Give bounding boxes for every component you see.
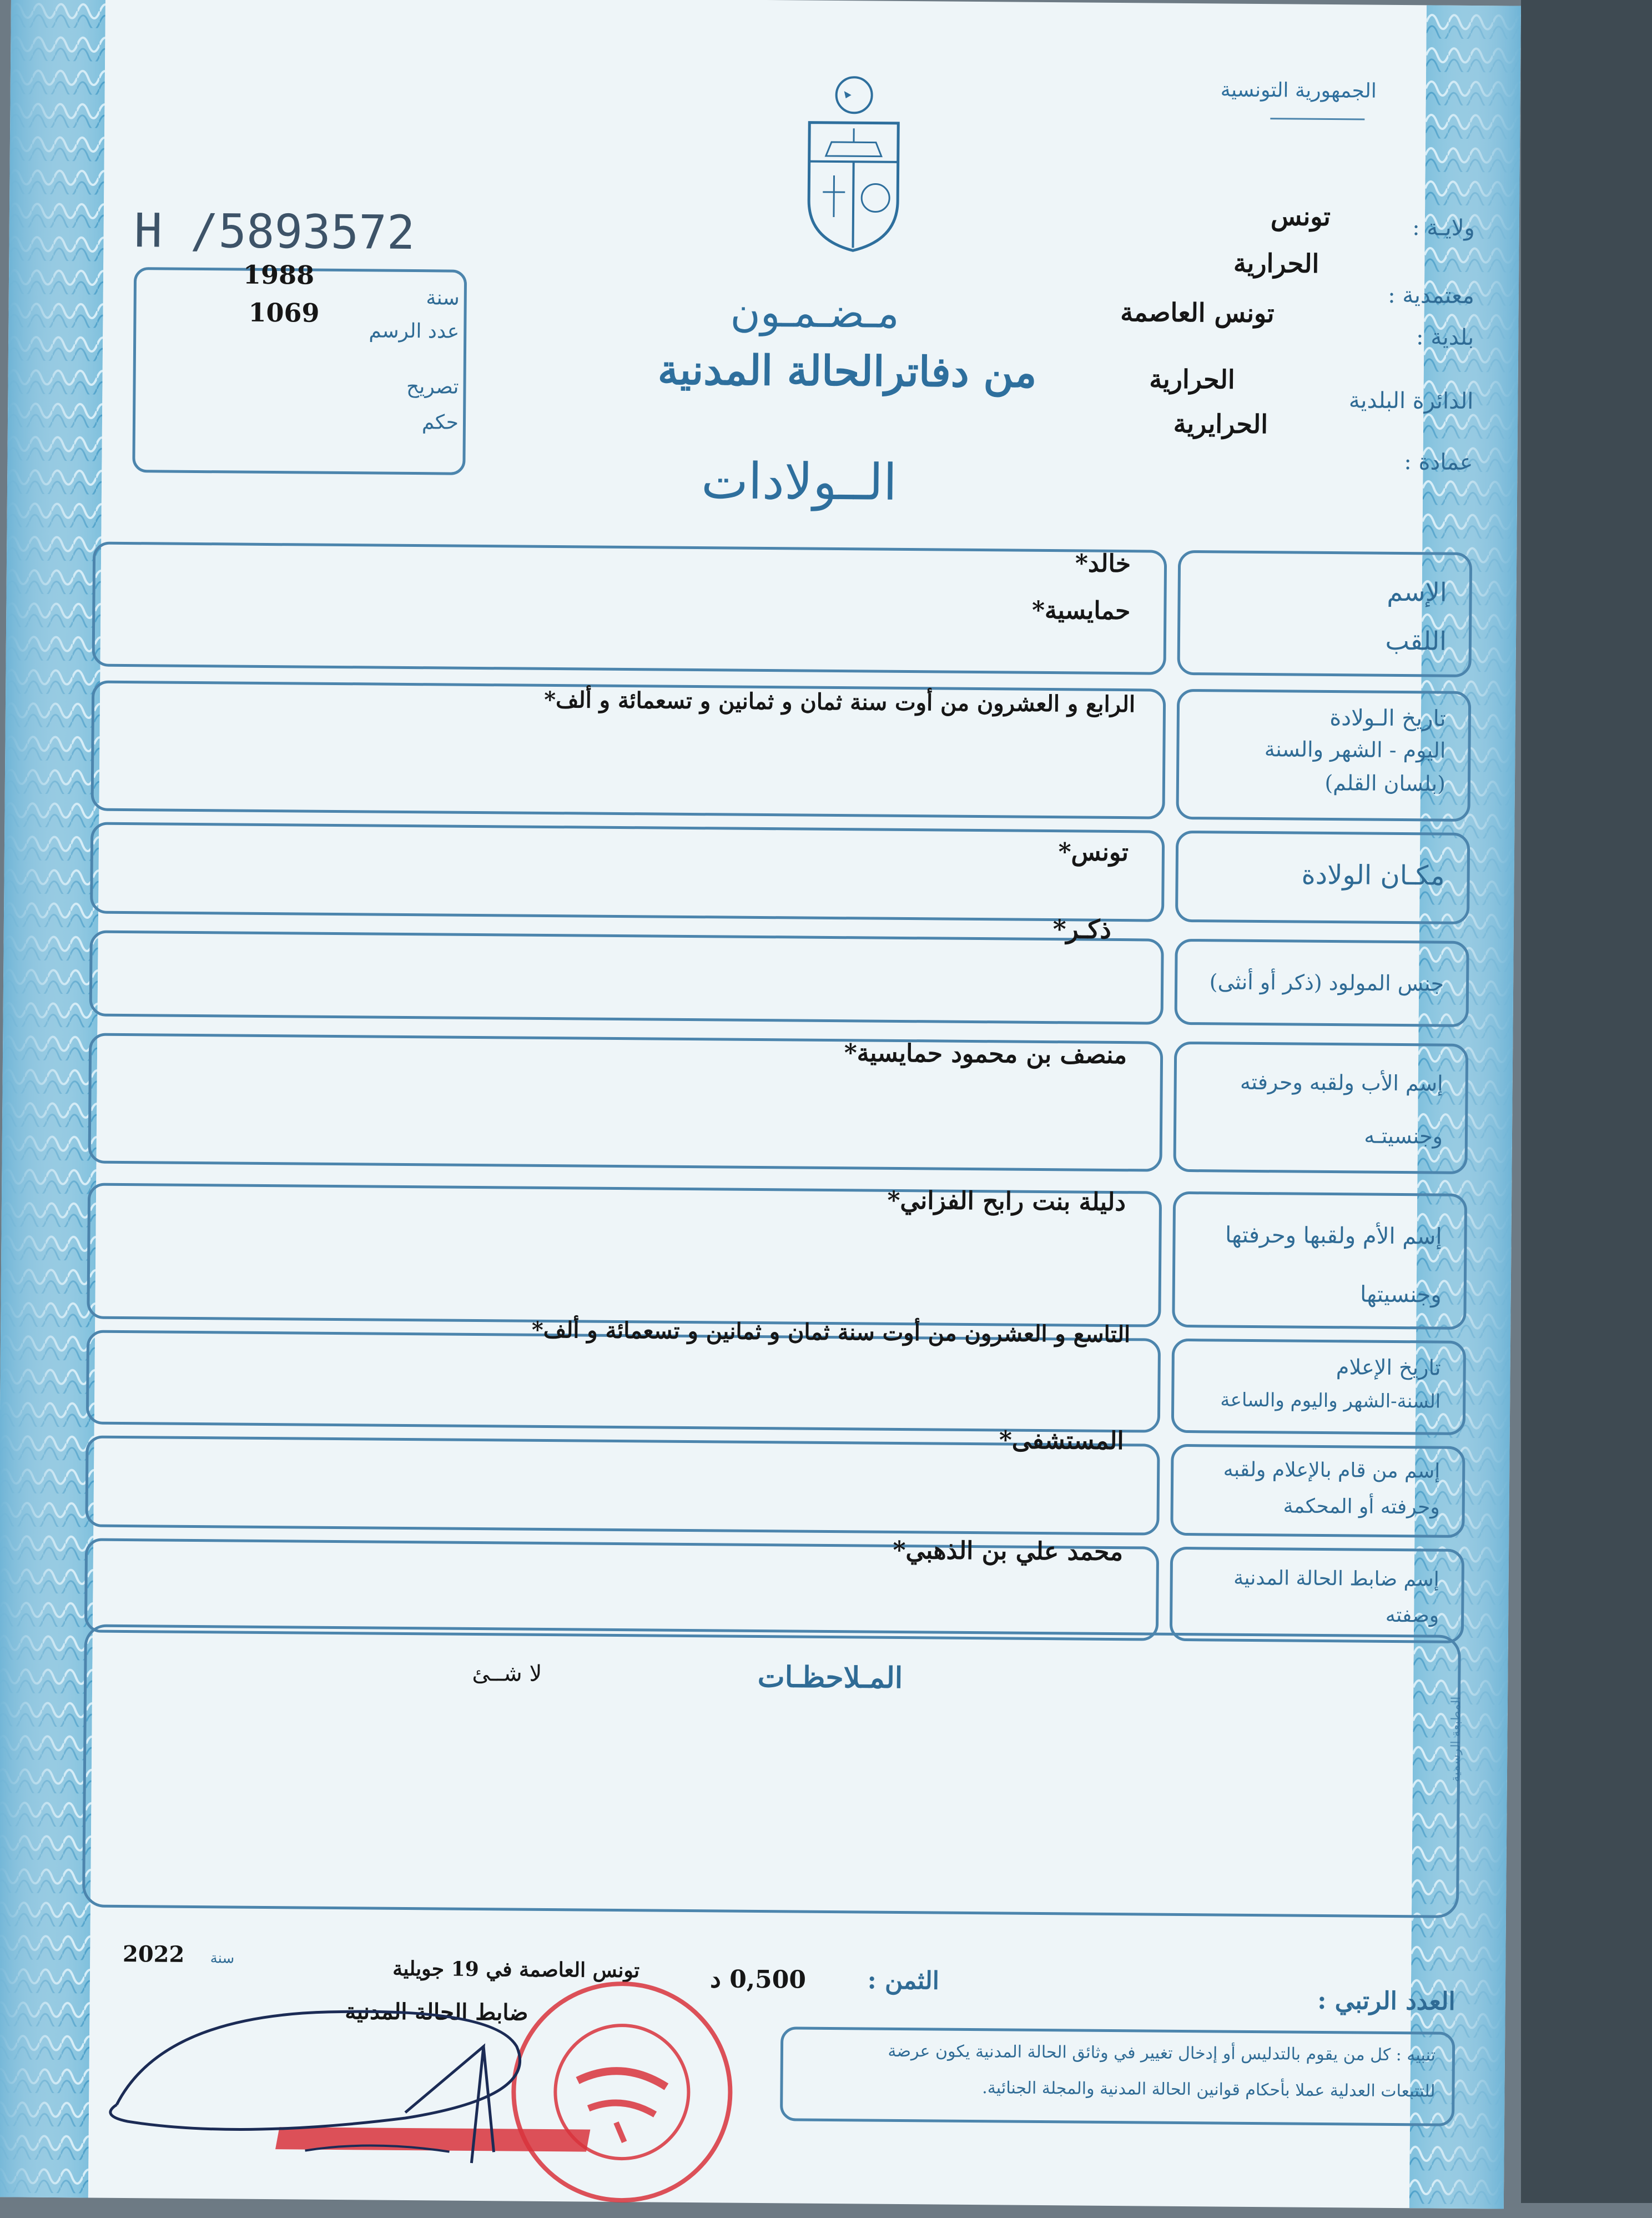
birth-date-label: تاريخ الـولادة xyxy=(1329,705,1446,732)
father-value-box xyxy=(88,1033,1164,1171)
birth-date-note: (بلسان القلم) xyxy=(1324,771,1445,796)
declaration-date-label-box xyxy=(1171,1339,1466,1435)
mother-value: دليلة بنت رابح الفزاني* xyxy=(887,1186,1126,1216)
warning-box xyxy=(780,2026,1455,2126)
surname-label: اللقب xyxy=(1385,626,1447,656)
district-label: الدائرة البلدية xyxy=(1349,388,1474,414)
father-label-box xyxy=(1173,1042,1468,1174)
officer-sublabel: وصفته xyxy=(1386,1604,1439,1627)
sex-value: ذكـر* xyxy=(1052,914,1111,944)
surname-value: حمايسية* xyxy=(1032,596,1131,625)
officer-label: إسم ضابط الحالة المدنية xyxy=(1233,1567,1439,1591)
mutamadiya-value: الحرارية xyxy=(1233,248,1319,279)
wilaya-label: ولايـة : xyxy=(1412,215,1475,241)
background-surface xyxy=(1521,0,1652,2203)
warning-line-1: تنبيه : كل من يقوم بالتدليس أو إدخال تغيير في وثائق الحالة المدنية يكون عرضة xyxy=(888,2041,1436,2065)
officer-title: ضابط الحالة المدنية xyxy=(345,1998,528,2026)
footer-year-value: 2022 xyxy=(123,1941,185,1968)
title-civil-registry: من دفاترالحالة المدنية xyxy=(657,346,1036,396)
imada-value: الحرايرية xyxy=(1173,409,1268,439)
declarant-sublabel: وحرفته أو المحكمة xyxy=(1283,1495,1439,1518)
divider xyxy=(1270,118,1364,120)
declaration-date-value: التاسع و العشرون من أوت سنة ثمان و ثمانين و تسعمائة و ألف* xyxy=(532,1317,1131,1347)
officer-value: محمد علي بن الذهبي* xyxy=(893,1536,1123,1566)
mother-label: إسم الأم ولقبها وحرفتها xyxy=(1225,1223,1442,1250)
mutamadiya-label: معتمدية : xyxy=(1388,283,1474,309)
name-label: الإسم xyxy=(1387,577,1447,607)
birth-place-label: مكـان الولادة xyxy=(1301,859,1445,892)
title-summary: مـضـمـون xyxy=(730,289,899,338)
birth-date-value: الرابع و العشرون من أوت سنة ثمان و ثمانين و تسعمائة و ألف* xyxy=(544,687,1135,717)
wilaya-value: تونس xyxy=(1271,201,1331,232)
father-nationality-label: وجنسيتـه xyxy=(1364,1124,1443,1149)
mother-nationality-label: وجنسيتها xyxy=(1360,1281,1442,1307)
declaration-date-value-box xyxy=(86,1330,1161,1432)
birth-place-label-box xyxy=(1175,831,1470,924)
father-value: منصف بن محمود حمايسية* xyxy=(844,1039,1127,1069)
remarks-box xyxy=(82,1624,1461,1918)
declaration-date-label: تاريخ الإعلام xyxy=(1336,1355,1441,1380)
declarant-label: إسم من قام بالإعلام ولقبه xyxy=(1223,1458,1441,1483)
republic-heading: الجمهورية التونسية xyxy=(1221,78,1377,102)
place-date: تونس العاصمة في 19 جويلية xyxy=(392,1957,639,1982)
father-label: إسم الأب ولقبه وحرفته xyxy=(1240,1070,1443,1096)
signature xyxy=(94,1983,595,2189)
footer-year-label: سنة xyxy=(210,1950,235,1966)
birth-place-value: تونس* xyxy=(1058,838,1129,867)
sex-label: جنس المولود (ذكر أو أنثى) xyxy=(1210,969,1444,995)
registry-number-label: عدد الرسم xyxy=(369,319,459,343)
price-label: الثمن : xyxy=(867,1966,939,1995)
declarant-value-box xyxy=(85,1435,1160,1535)
name-value: خالد* xyxy=(1075,549,1131,578)
birth-date-value-box xyxy=(90,680,1166,819)
baladiya-value: تونس العاصمة xyxy=(1120,297,1275,328)
sex-label-box xyxy=(1175,939,1469,1027)
district-value: الحرارية xyxy=(1149,364,1235,394)
year-label: سنة xyxy=(426,286,460,309)
serial-number: H /5893572 xyxy=(134,203,415,260)
imada-label: عمادة : xyxy=(1404,449,1473,475)
name-label-box xyxy=(1177,550,1472,677)
birth-place-value-box xyxy=(90,822,1165,922)
mother-value-box xyxy=(87,1183,1162,1327)
declarant-label-box xyxy=(1170,1444,1465,1538)
mother-label-box xyxy=(1172,1191,1467,1330)
remarks-value: لا شــئ xyxy=(472,1661,542,1687)
baladiya-label: بلدية : xyxy=(1416,324,1474,350)
warning-line-2: للتتبعات العدلية عملا بأحكام قوانين الحالة المدنية والمجلة الجنائية. xyxy=(982,2078,1435,2101)
declarant-value: المستشفى* xyxy=(999,1426,1124,1455)
officer-label-box xyxy=(1170,1547,1464,1643)
printer-mark: المطبعة الرسمية xyxy=(1449,1697,1463,1782)
declaration-date-sublabel: السنة-الشهر واليوم والساعة xyxy=(1220,1389,1441,1413)
registry-box xyxy=(132,267,467,475)
title-births: الــولادات xyxy=(701,452,898,512)
name-value-box xyxy=(92,542,1167,675)
judgment-label: حكم xyxy=(422,411,459,434)
year-value: 1988 xyxy=(243,260,314,290)
price-value: 0,500 د xyxy=(710,1965,806,1994)
birth-date-sublabel: اليوم - الشهر والسنة xyxy=(1265,737,1446,763)
sex-value-box xyxy=(89,930,1164,1024)
declaration-label: تصريح xyxy=(406,375,459,399)
registry-number-value: 1069 xyxy=(248,298,319,328)
coat-of-arms-icon xyxy=(797,72,910,259)
birth-date-label-box xyxy=(1176,689,1471,822)
remarks-label: المـلاحظـات xyxy=(758,1660,903,1695)
order-number-label: العدد الرتبي : xyxy=(1317,1986,1455,2016)
